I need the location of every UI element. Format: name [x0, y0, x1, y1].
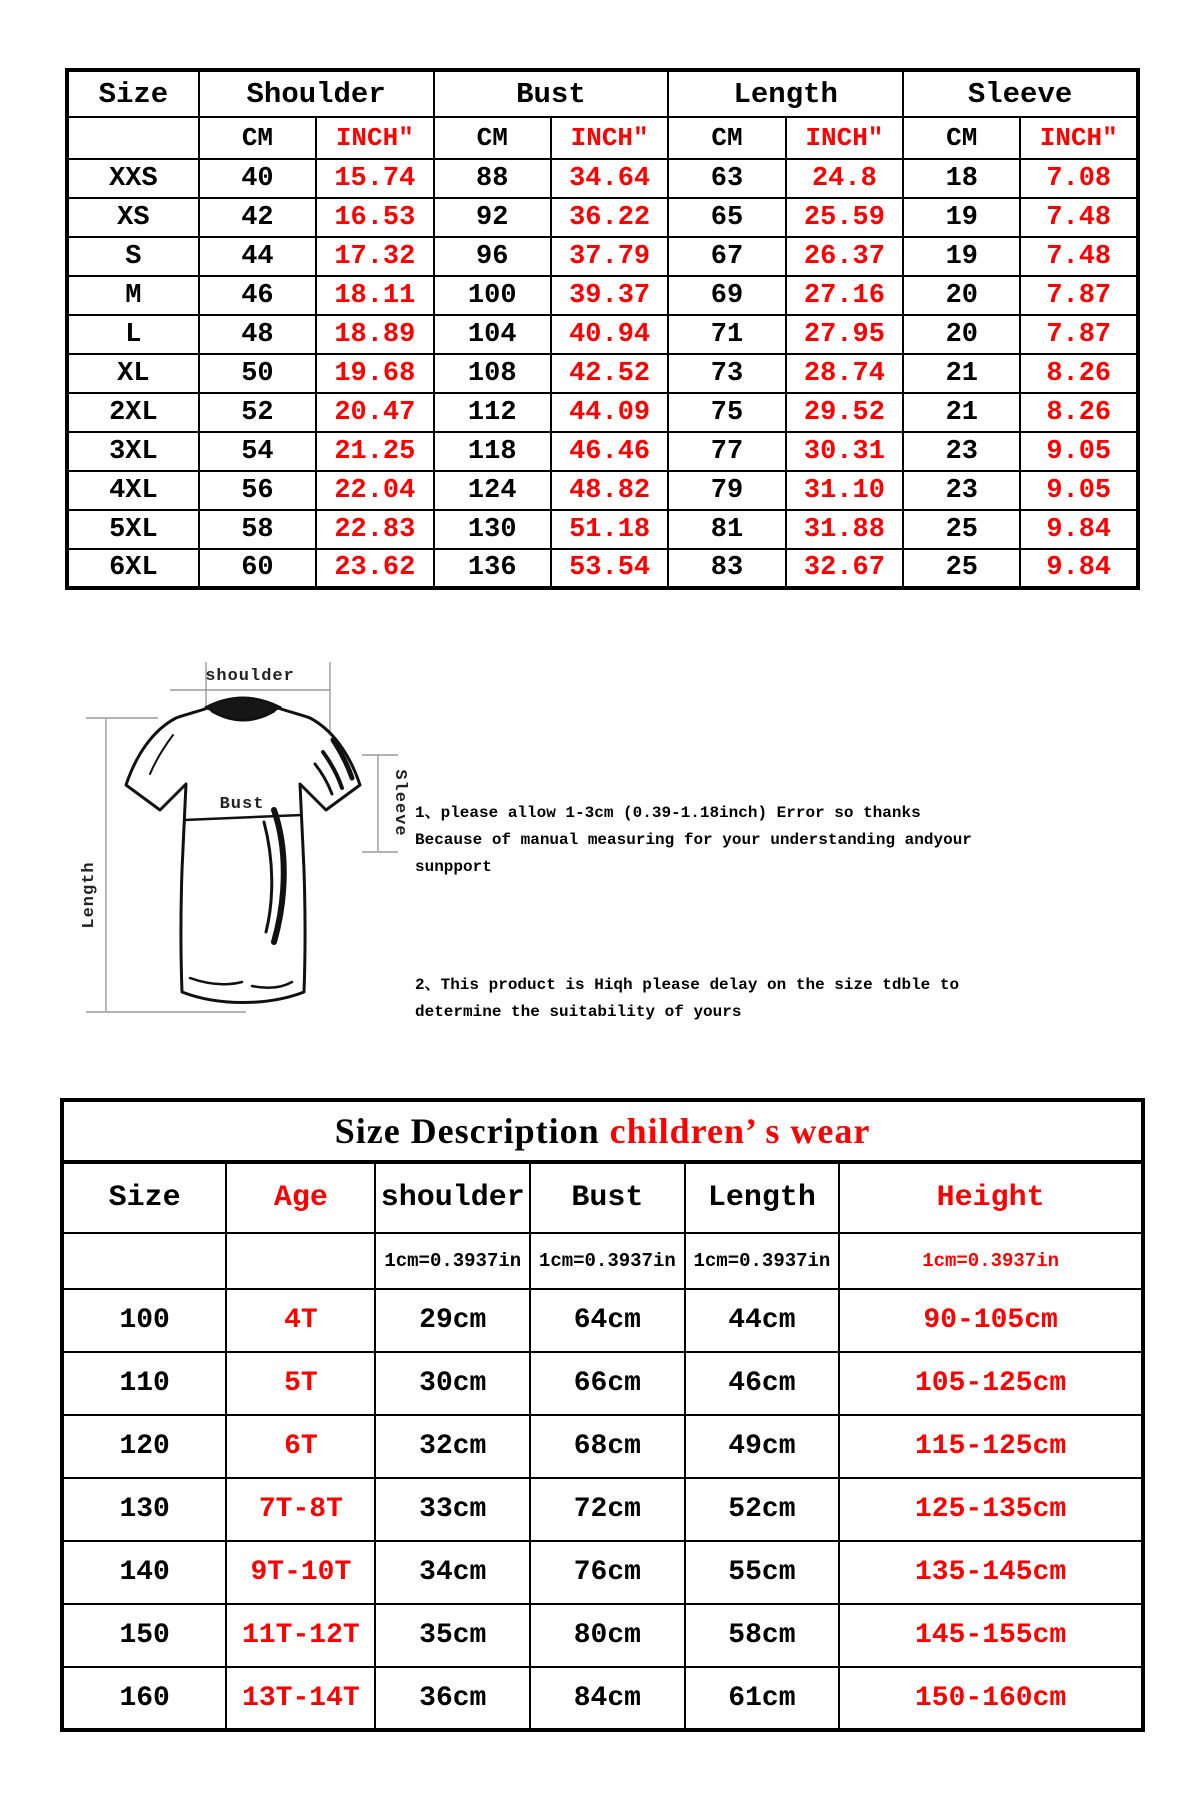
inch-cell: 26.37 [786, 237, 903, 276]
table-row [67, 549, 1138, 588]
inch-cell: 48.82 [551, 471, 668, 510]
unit-inch: INCH″ [786, 117, 903, 159]
cm-cell: 19 [903, 198, 1020, 237]
age-cell: 4T [226, 1289, 375, 1352]
length-cell: 55cm [685, 1541, 840, 1604]
title-black: Size Description [334, 1111, 600, 1151]
cm-cell: 124 [434, 471, 551, 510]
inch-cell: 39.37 [551, 276, 668, 315]
shoulder-cell: 30cm [375, 1352, 530, 1415]
cm-cell: 21 [903, 354, 1020, 393]
length-cell: 58cm [685, 1604, 840, 1667]
cm-cell: 100 [434, 276, 551, 315]
unit-conversion: 1cm=0.3937in [530, 1233, 685, 1289]
cm-cell: 118 [434, 432, 551, 471]
unit-cm: CM [199, 117, 316, 159]
length-cell: 44cm [685, 1289, 840, 1352]
height-cell: 125-135cm [839, 1478, 1143, 1541]
inch-cell: 24.8 [786, 159, 903, 198]
table-row [62, 1478, 1143, 1541]
inch-cell: 16.53 [316, 198, 433, 237]
age-cell: 11T-12T [226, 1604, 375, 1667]
unit-cm: CM [434, 117, 551, 159]
empty-cell [226, 1233, 375, 1289]
cm-cell: 69 [668, 276, 785, 315]
size-cell: 6XL [67, 549, 199, 588]
col-header-sleeve: Sleeve [903, 70, 1138, 117]
inch-cell: 36.22 [551, 198, 668, 237]
age-cell: 5T [226, 1352, 375, 1415]
children-unit-row [62, 1233, 1143, 1289]
cm-cell: 67 [668, 237, 785, 276]
size-cell: 110 [62, 1352, 226, 1415]
size-cell: 2XL [67, 393, 199, 432]
children-size-table [60, 1098, 1145, 1732]
adult-size-table [65, 68, 1140, 590]
cm-cell: 19 [903, 237, 1020, 276]
inch-cell: 19.68 [316, 354, 433, 393]
cm-cell: 63 [668, 159, 785, 198]
inch-cell: 15.74 [316, 159, 433, 198]
table-row [62, 1289, 1143, 1352]
height-cell: 105-125cm [839, 1352, 1143, 1415]
size-cell: XXS [67, 159, 199, 198]
col-header-bust: Bust [530, 1162, 685, 1233]
shoulder-cell: 36cm [375, 1667, 530, 1730]
cm-cell: 108 [434, 354, 551, 393]
cm-cell: 54 [199, 432, 316, 471]
size-cell: XS [67, 198, 199, 237]
inch-cell: 8.26 [1020, 393, 1138, 432]
cm-cell: 75 [668, 393, 785, 432]
bust-cell: 72cm [530, 1478, 685, 1541]
shoulder-cell: 35cm [375, 1604, 530, 1667]
sleeve-label: Sleeve [390, 769, 409, 837]
shoulder-label: shoulder [205, 667, 295, 686]
children-header-row [62, 1162, 1143, 1233]
cm-cell: 25 [903, 510, 1020, 549]
cm-cell: 104 [434, 315, 551, 354]
size-cell: 130 [62, 1478, 226, 1541]
age-cell: 6T [226, 1415, 375, 1478]
cm-cell: 96 [434, 237, 551, 276]
table-row [62, 1541, 1143, 1604]
cm-cell: 23 [903, 432, 1020, 471]
note-2 [415, 972, 1035, 1026]
adult-unit-row [67, 117, 1138, 159]
note-line: 2、This product is Hiqh please delay on the size tdble to [415, 976, 960, 994]
inch-cell: 7.87 [1020, 276, 1138, 315]
cm-cell: 46 [199, 276, 316, 315]
bust-cell: 68cm [530, 1415, 685, 1478]
inch-cell: 34.64 [551, 159, 668, 198]
col-header-shoulder: shoulder [375, 1162, 530, 1233]
cm-cell: 60 [199, 549, 316, 588]
age-cell: 7T-8T [226, 1478, 375, 1541]
table-row [67, 276, 1138, 315]
col-header-size: Size [62, 1162, 226, 1233]
cm-cell: 136 [434, 549, 551, 588]
table-row [67, 432, 1138, 471]
note-line: Because of manual measuring for your understanding andyour [415, 831, 972, 849]
size-cell: 4XL [67, 471, 199, 510]
shoulder-cell: 32cm [375, 1415, 530, 1478]
table-row [67, 237, 1138, 276]
empty-cell [62, 1233, 226, 1289]
shoulder-cell: 34cm [375, 1541, 530, 1604]
inch-cell: 9.84 [1020, 549, 1138, 588]
cm-cell: 56 [199, 471, 316, 510]
col-header-age: Age [226, 1162, 375, 1233]
length-label: Length [80, 861, 99, 929]
unit-conversion: 1cm=0.3937in [375, 1233, 530, 1289]
children-table-title-row [62, 1100, 1143, 1162]
table-row [67, 510, 1138, 549]
cm-cell: 40 [199, 159, 316, 198]
size-cell: 160 [62, 1667, 226, 1730]
table-row [62, 1604, 1143, 1667]
inch-cell: 37.79 [551, 237, 668, 276]
table-row [62, 1667, 1143, 1730]
cm-cell: 71 [668, 315, 785, 354]
cm-cell: 130 [434, 510, 551, 549]
bust-cell: 64cm [530, 1289, 685, 1352]
inch-cell: 22.04 [316, 471, 433, 510]
inch-cell: 9.05 [1020, 432, 1138, 471]
inch-cell: 53.54 [551, 549, 668, 588]
unit-conversion: 1cm=0.3937in [839, 1233, 1143, 1289]
shoulder-cell: 33cm [375, 1478, 530, 1541]
cm-cell: 112 [434, 393, 551, 432]
col-header-height: Height [839, 1162, 1143, 1233]
inch-cell: 51.18 [551, 510, 668, 549]
unit-inch: INCH″ [316, 117, 433, 159]
inch-cell: 27.95 [786, 315, 903, 354]
bust-cell: 80cm [530, 1604, 685, 1667]
note-line: sunpport [415, 858, 492, 876]
cm-cell: 81 [668, 510, 785, 549]
cm-cell: 58 [199, 510, 316, 549]
height-cell: 145-155cm [839, 1604, 1143, 1667]
table-row [67, 471, 1138, 510]
cm-cell: 48 [199, 315, 316, 354]
bust-cell: 66cm [530, 1352, 685, 1415]
inch-cell: 20.47 [316, 393, 433, 432]
height-cell: 150-160cm [839, 1667, 1143, 1730]
inch-cell: 7.08 [1020, 159, 1138, 198]
col-header-bust: Bust [434, 70, 669, 117]
bust-label: Bust [219, 795, 265, 814]
inch-cell: 27.16 [786, 276, 903, 315]
adult-header-row [67, 70, 1138, 117]
table-row [67, 198, 1138, 237]
cm-cell: 92 [434, 198, 551, 237]
inch-cell: 28.74 [786, 354, 903, 393]
cm-cell: 79 [668, 471, 785, 510]
table-row [67, 354, 1138, 393]
cm-cell: 88 [434, 159, 551, 198]
inch-cell: 9.05 [1020, 471, 1138, 510]
unit-cm: CM [668, 117, 785, 159]
table-row [62, 1415, 1143, 1478]
inch-cell: 30.31 [786, 432, 903, 471]
inch-cell: 18.89 [316, 315, 433, 354]
col-header-size: Size [67, 70, 199, 117]
col-header-length: Length [668, 70, 903, 117]
unit-inch: INCH″ [551, 117, 668, 159]
empty-cell [67, 117, 199, 159]
unit-cm: CM [903, 117, 1020, 159]
size-cell: S [67, 237, 199, 276]
tshirt-diagram-svg [78, 660, 418, 1060]
cm-cell: 42 [199, 198, 316, 237]
unit-conversion: 1cm=0.3937in [685, 1233, 840, 1289]
inch-cell: 7.48 [1020, 237, 1138, 276]
inch-cell: 42.52 [551, 354, 668, 393]
table-row [67, 315, 1138, 354]
height-cell: 135-145cm [839, 1541, 1143, 1604]
size-cell: XL [67, 354, 199, 393]
cm-cell: 73 [668, 354, 785, 393]
inch-cell: 17.32 [316, 237, 433, 276]
note-line: determine the suitability of yours [415, 1003, 742, 1021]
inch-cell: 21.25 [316, 432, 433, 471]
note-line: 1、please allow 1-3cm (0.39-1.18inch) Error so thanks [415, 804, 921, 822]
size-cell: M [67, 276, 199, 315]
inch-cell: 7.87 [1020, 315, 1138, 354]
note-1 [415, 800, 1035, 881]
cm-cell: 83 [668, 549, 785, 588]
length-cell: 52cm [685, 1478, 840, 1541]
height-cell: 115-125cm [839, 1415, 1143, 1478]
shoulder-cell: 29cm [375, 1289, 530, 1352]
inch-cell: 46.46 [551, 432, 668, 471]
inch-cell: 31.88 [786, 510, 903, 549]
length-cell: 46cm [685, 1352, 840, 1415]
bust-cell: 84cm [530, 1667, 685, 1730]
cm-cell: 44 [199, 237, 316, 276]
col-header-shoulder: Shoulder [199, 70, 434, 117]
tshirt-outline [126, 698, 360, 1003]
size-cell: 100 [62, 1289, 226, 1352]
size-cell: 120 [62, 1415, 226, 1478]
inch-cell: 44.09 [551, 393, 668, 432]
children-table-title [62, 1100, 1143, 1162]
inch-cell: 9.84 [1020, 510, 1138, 549]
cm-cell: 20 [903, 276, 1020, 315]
size-cell: 140 [62, 1541, 226, 1604]
cm-cell: 52 [199, 393, 316, 432]
inch-cell: 29.52 [786, 393, 903, 432]
age-cell: 9T-10T [226, 1541, 375, 1604]
size-cell: 5XL [67, 510, 199, 549]
length-cell: 49cm [685, 1415, 840, 1478]
table-row [67, 393, 1138, 432]
cm-cell: 77 [668, 432, 785, 471]
children-size-table-grid [60, 1098, 1145, 1732]
inch-cell: 32.67 [786, 549, 903, 588]
inch-cell: 22.83 [316, 510, 433, 549]
unit-inch: INCH″ [1020, 117, 1138, 159]
cm-cell: 23 [903, 471, 1020, 510]
age-cell: 13T-14T [226, 1667, 375, 1730]
inch-cell: 25.59 [786, 198, 903, 237]
bust-cell: 76cm [530, 1541, 685, 1604]
cm-cell: 21 [903, 393, 1020, 432]
inch-cell: 31.10 [786, 471, 903, 510]
inch-cell: 40.94 [551, 315, 668, 354]
inch-cell: 8.26 [1020, 354, 1138, 393]
size-cell: 3XL [67, 432, 199, 471]
size-cell: L [67, 315, 199, 354]
tshirt-diagram [78, 660, 418, 1060]
cm-cell: 50 [199, 354, 316, 393]
cm-cell: 25 [903, 549, 1020, 588]
inch-cell: 18.11 [316, 276, 433, 315]
col-header-length: Length [685, 1162, 840, 1233]
cm-cell: 20 [903, 315, 1020, 354]
inch-cell: 7.48 [1020, 198, 1138, 237]
length-cell: 61cm [685, 1667, 840, 1730]
adult-size-table-grid [65, 68, 1140, 590]
table-row [62, 1352, 1143, 1415]
height-cell: 90-105cm [839, 1289, 1143, 1352]
cm-cell: 65 [668, 198, 785, 237]
table-row [67, 159, 1138, 198]
inch-cell: 23.62 [316, 549, 433, 588]
title-red: children’ s wear [609, 1111, 871, 1151]
cm-cell: 18 [903, 159, 1020, 198]
size-cell: 150 [62, 1604, 226, 1667]
